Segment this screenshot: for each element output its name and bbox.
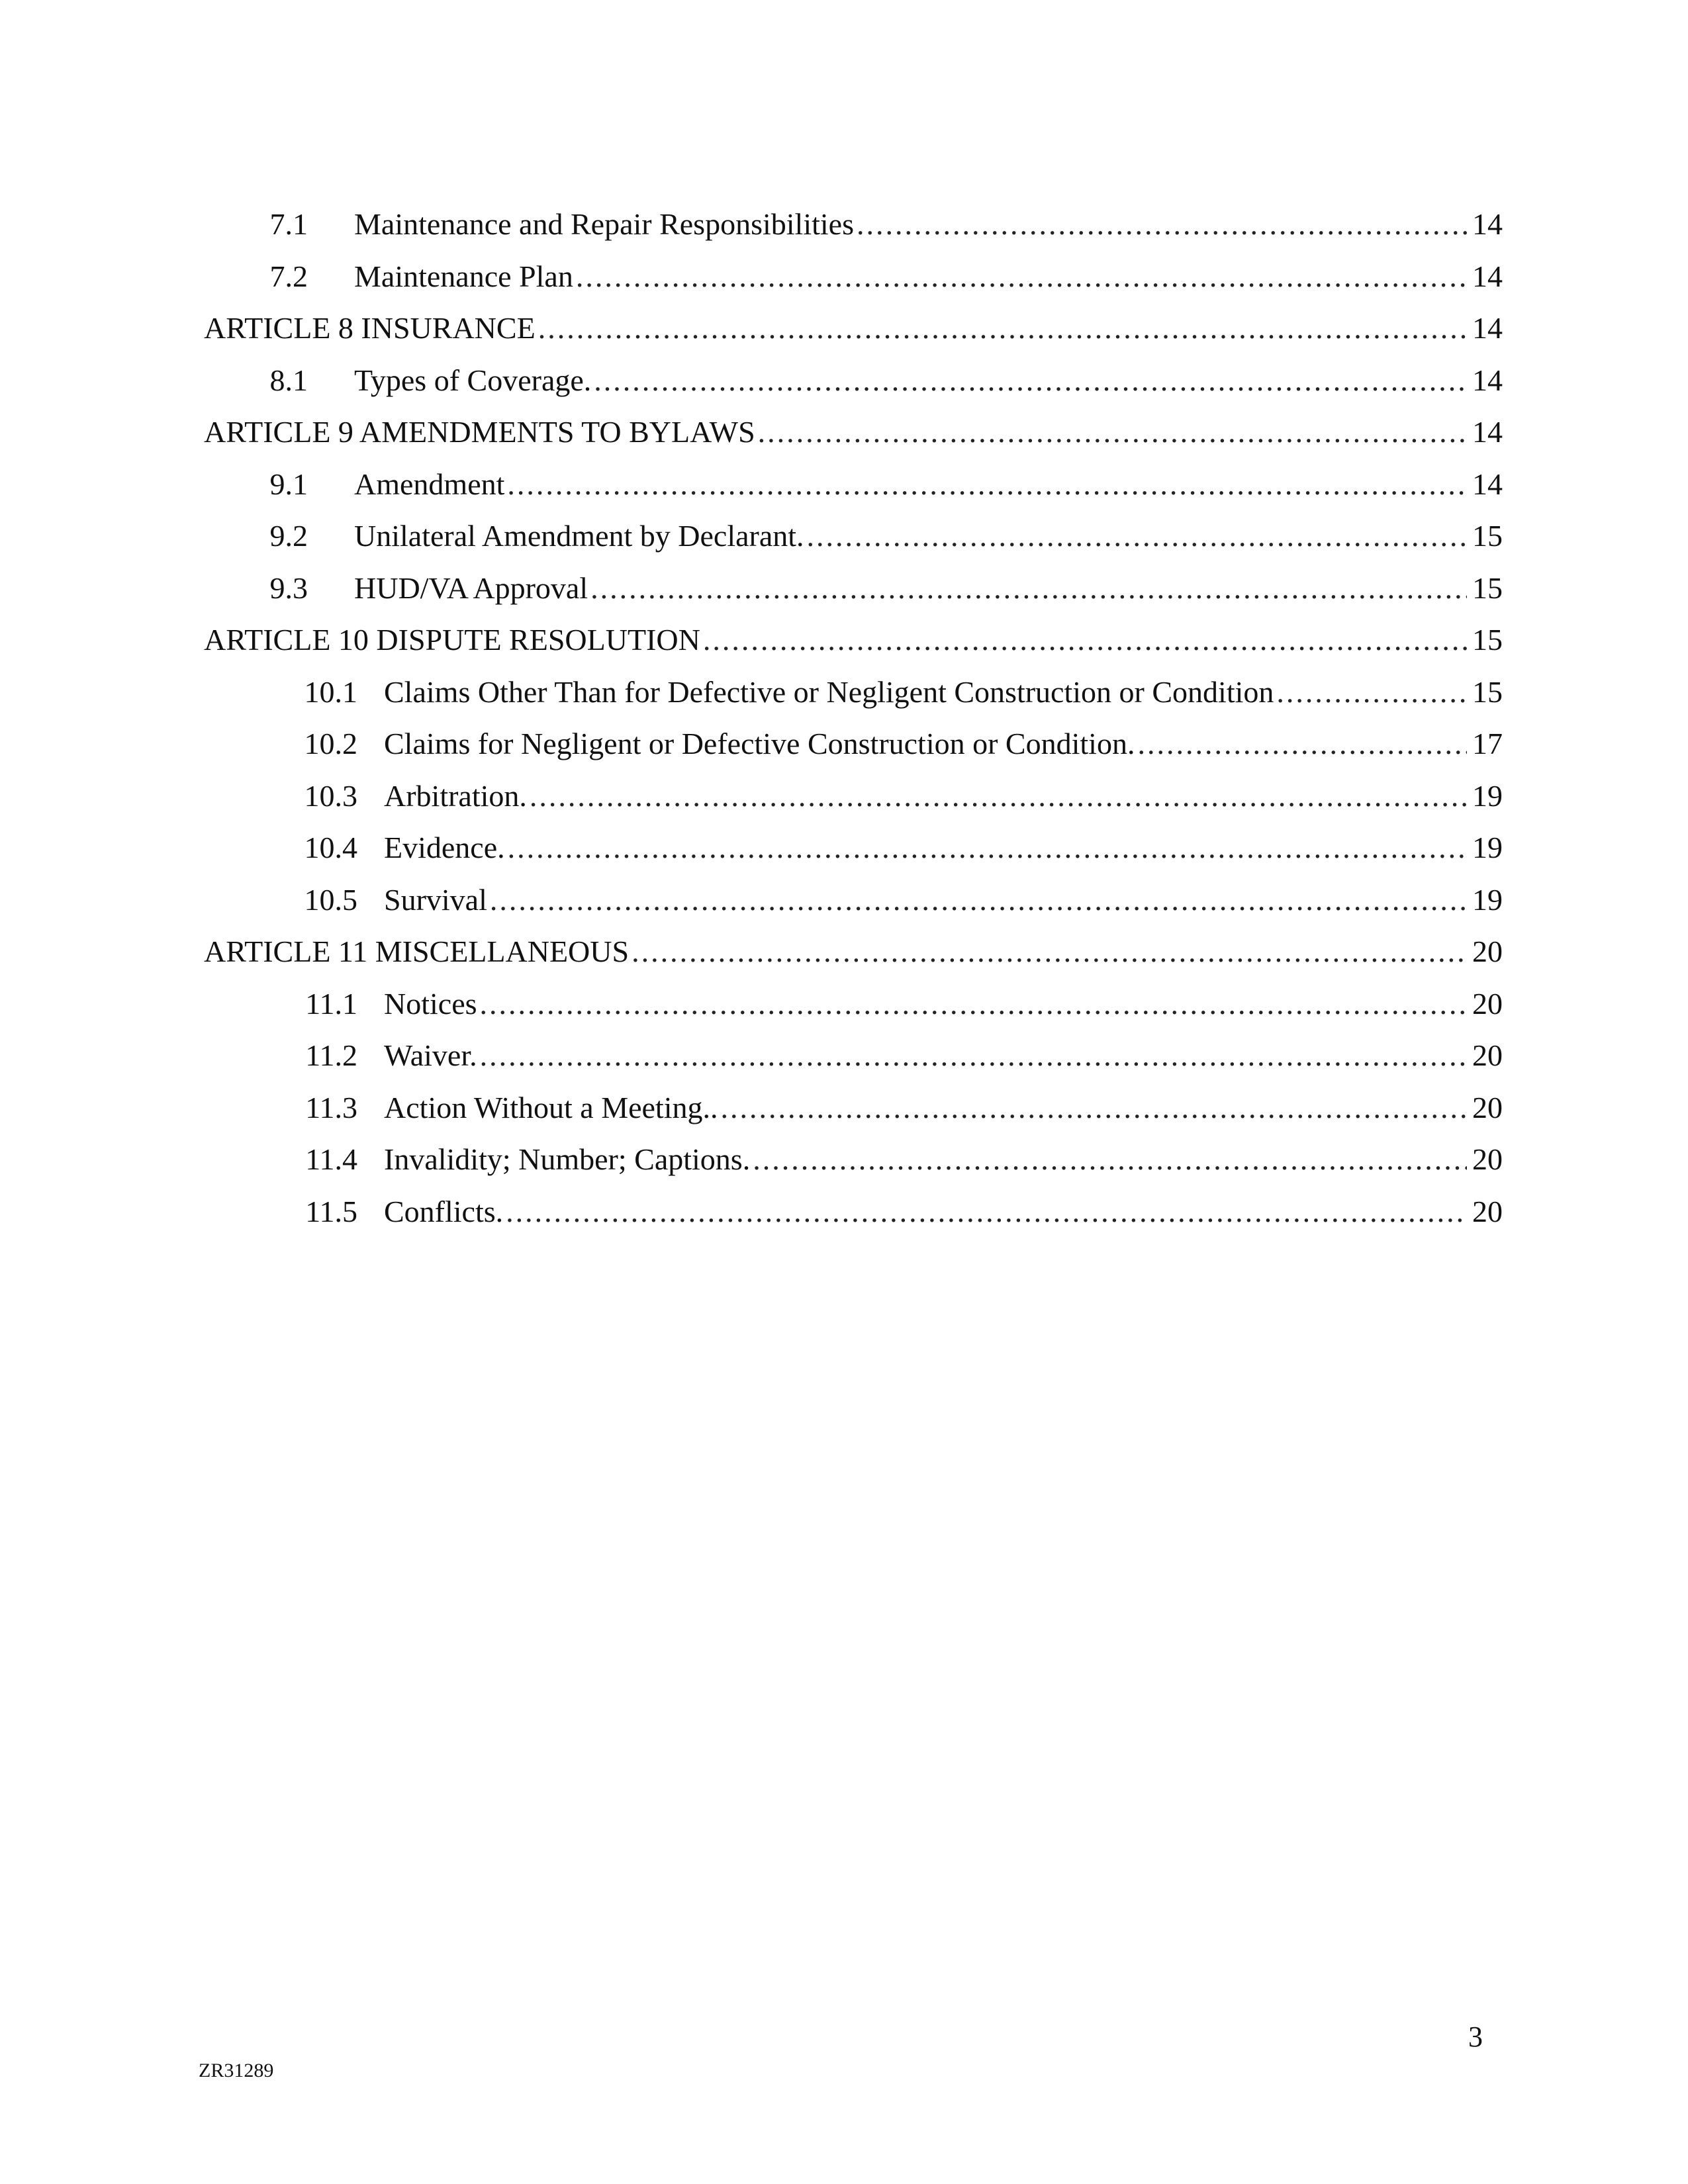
page-number: 3 [1468,2021,1483,2053]
toc-entry-number: 11.1 [305,986,357,1021]
toc-entry-leader [204,406,1503,459]
dot-leader [632,926,1467,978]
toc-entry-leader [204,926,1503,978]
toc-section-title: Waiver. [384,1038,477,1072]
toc-page-number: 20 [1472,1142,1503,1176]
toc-entry-leader [384,1030,1503,1082]
toc-section-title: Maintenance and Repair Responsibilities [354,207,854,241]
toc-entry-leader [204,614,1503,666]
toc-entry [192,459,1503,511]
toc-article-title: ARTICLE 11 MISCELLANEOUS [204,934,630,968]
toc-entry-number: 9.3 [269,570,308,605]
toc-page-number: 20 [1472,1038,1503,1072]
toc-article-title: ARTICLE 9 AMENDMENTS TO BYLAWS [204,415,755,449]
toc-page-number: 14 [1472,259,1503,293]
toc-entry [192,1030,1503,1082]
toc-section-title: Survival [384,882,487,917]
toc-entry-leader [354,355,1503,407]
toc-article-title: ARTICLE 10 DISPUTE RESOLUTION [204,623,700,657]
toc-section-title: Types of Coverage. [354,363,592,397]
toc-section-title: Claims for Negligent or Defective Construction or Condition. [384,727,1135,760]
toc-entry [192,510,1503,563]
toc-section-title: Maintenance Plan [354,259,573,293]
toc-page-number: 20 [1472,934,1503,968]
toc-entry-leader [384,874,1503,927]
toc-page-number: 19 [1472,778,1503,813]
toc-page-number: 15 [1472,623,1503,657]
toc-entry-number: 10.4 [304,831,357,864]
toc-entry [192,874,1503,927]
toc-page-number: 14 [1472,467,1503,501]
dot-leader [480,978,1467,1030]
dot-leader [1276,666,1467,719]
dot-leader [1137,718,1467,770]
toc-entry [192,355,1503,407]
dot-leader [576,251,1467,303]
dot-leader [490,874,1467,927]
toc-entry-number: 11.4 [305,1142,357,1176]
dot-leader [753,1134,1467,1186]
toc-page-number: 20 [1472,1090,1503,1124]
toc-entry-number: 11.2 [305,1038,357,1072]
toc-page-number: 19 [1472,882,1503,917]
dot-leader [507,459,1467,511]
toc-section-title: Evidence. [384,831,505,864]
toc-page-number: 17 [1472,727,1503,760]
toc-entry [192,251,1503,303]
dot-leader [538,302,1467,355]
toc-page-number: 19 [1472,831,1503,864]
toc-page-number: 20 [1472,986,1503,1021]
dot-leader [506,1186,1467,1238]
dot-leader [758,406,1467,459]
toc-entry-number: 8.1 [269,363,308,397]
table-of-contents [192,199,1503,1238]
toc-entry-number: 7.1 [269,207,308,241]
toc-entry-leader [384,1082,1503,1134]
toc-entry [192,406,1503,459]
toc-entry-number: 10.1 [304,674,357,709]
toc-entry-leader [384,822,1503,874]
dot-leader [508,822,1467,874]
toc-entry-number: 9.2 [269,519,308,553]
toc-entry-number: 10.5 [304,882,357,917]
toc-section-title: Invalidity; Number; Captions. [384,1142,751,1176]
toc-entry [192,1134,1503,1186]
document-id: ZR31289 [199,2060,274,2081]
dot-leader [594,355,1467,407]
toc-page-number: 15 [1472,674,1503,709]
toc-entry-leader [384,1186,1503,1238]
toc-page-number: 15 [1472,570,1503,605]
toc-article-title: ARTICLE 8 INSURANCE [204,311,536,345]
toc-entry-leader [354,251,1503,303]
toc-entry-number: 7.2 [269,259,308,293]
toc-entry [192,1186,1503,1238]
toc-entry [192,718,1503,770]
dot-leader [857,199,1467,251]
dot-leader [721,1082,1468,1134]
toc-section-title: Conflicts. [384,1194,504,1228]
toc-entry-number: 11.5 [305,1194,357,1228]
toc-entry [192,614,1503,666]
toc-entry [192,666,1503,719]
toc-section-title: Notices [384,986,477,1021]
dot-leader [703,614,1467,666]
toc-entry-leader [204,302,1503,355]
toc-entry [192,926,1503,978]
toc-entry [192,199,1503,251]
toc-entry-leader [384,770,1503,823]
toc-entry-leader [354,563,1503,615]
toc-entry-number: 10.2 [304,727,357,760]
toc-section-title: HUD/VA Approval [354,570,588,605]
toc-page-number: 14 [1472,207,1503,241]
toc-section-title: Unilateral Amendment by Declarant. [354,519,804,553]
toc-section-title: Amendment [354,467,505,501]
toc-entry-leader [384,718,1503,770]
toc-entry-number: 11.3 [305,1090,357,1124]
toc-page-number: 14 [1472,415,1503,449]
toc-entry [192,302,1503,355]
toc-entry-leader [354,510,1503,563]
toc-entry [192,770,1503,823]
toc-entry-leader [384,666,1503,719]
toc-entry [192,822,1503,874]
dot-leader [590,563,1467,615]
toc-entry-leader [354,199,1503,251]
dot-leader [530,770,1467,823]
toc-entry-number: 9.1 [269,467,308,501]
toc-section-title: Arbitration. [384,778,527,813]
toc-section-title: Claims Other Than for Defective or Negligent Construction or Condition [384,674,1274,709]
toc-entry-leader [384,1134,1503,1186]
toc-page-number: 15 [1472,519,1503,553]
toc-entry [192,563,1503,615]
toc-entry-leader [354,459,1503,511]
toc-section-title: Action Without a Meeting.. [384,1090,718,1124]
dot-leader [807,510,1467,563]
toc-entry [192,978,1503,1030]
toc-entry [192,1082,1503,1134]
toc-entry-number: 10.3 [304,778,357,813]
toc-page-number: 20 [1472,1194,1503,1228]
toc-page-number: 14 [1472,311,1503,345]
toc-entry-leader [384,978,1503,1030]
toc-page-number: 14 [1472,363,1503,397]
dot-leader [480,1030,1467,1082]
